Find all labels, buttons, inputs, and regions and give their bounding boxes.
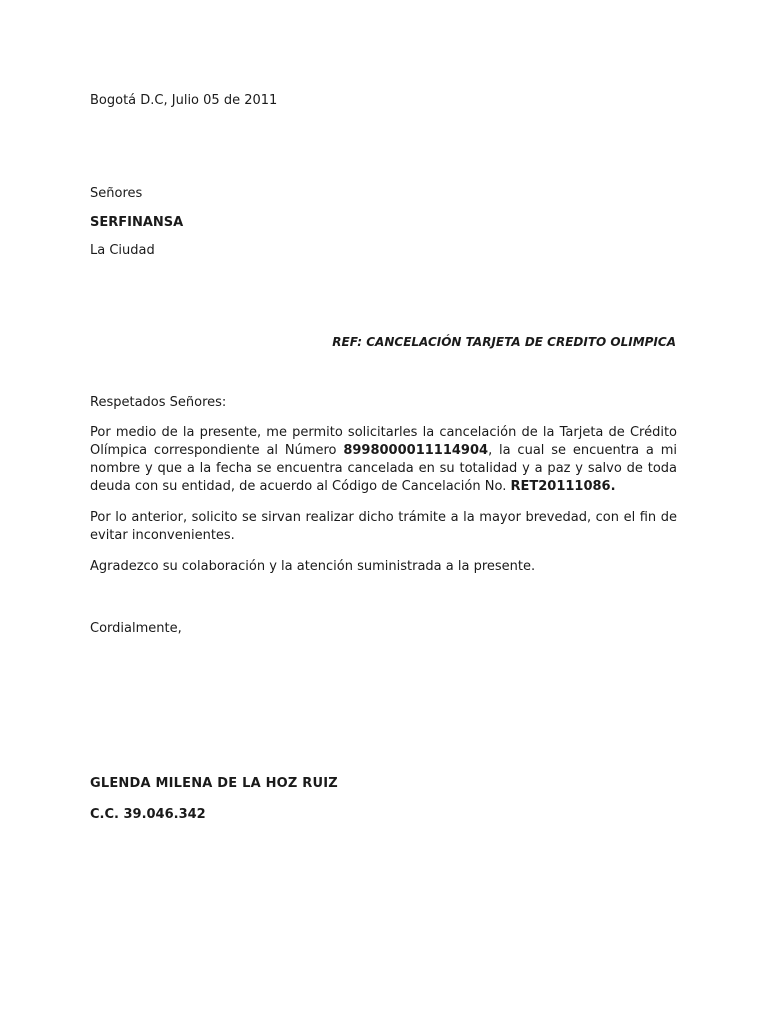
- card-number: 8998000011114904: [343, 443, 489, 458]
- recipient-company: SERFINANSA: [90, 215, 184, 230]
- reference-line: REF: CANCELACIÓN TARJETA DE CREDITO OLIMPICA: [332, 335, 676, 349]
- signer-id: C.C. 39.046.342: [90, 807, 206, 822]
- closing: Cordialmente,: [90, 621, 182, 636]
- greeting: Respetados Señores:: [90, 395, 227, 410]
- place-date: Bogotá D.C, Julio 05 de 2011: [90, 93, 278, 108]
- paragraph-1-text-middle: , la cual se encuentra a mi nombre y que a la fecha se encuentra cancelada en su totalidad y a paz y salvo de toda deuda con su entidad, de acuerdo al Código de Cancelación No.: [90, 443, 677, 494]
- signer-name: GLENDA MILENA DE LA HOZ RUIZ: [90, 776, 338, 791]
- cancellation-code: RET20111086.: [510, 479, 616, 494]
- recipient-city: La Ciudad: [90, 243, 155, 258]
- body-paragraph-3: Agradezco su colaboración y la atención suministrada a la presente.: [90, 559, 536, 574]
- paragraph-1-text-start: Por medio de la presente, me permito solicitarles la cancelación de la Tarjeta de Crédito Olímpica correspondiente al Número: [90, 425, 677, 458]
- recipient-salutation: Señores: [90, 186, 143, 201]
- body-paragraph-2: Por lo anterior, solicito se sirvan realizar dicho trámite a la mayor brevedad, con el fin de evitar inconvenientes.: [90, 510, 677, 543]
- body-paragraph-1: [90, 424, 677, 496]
